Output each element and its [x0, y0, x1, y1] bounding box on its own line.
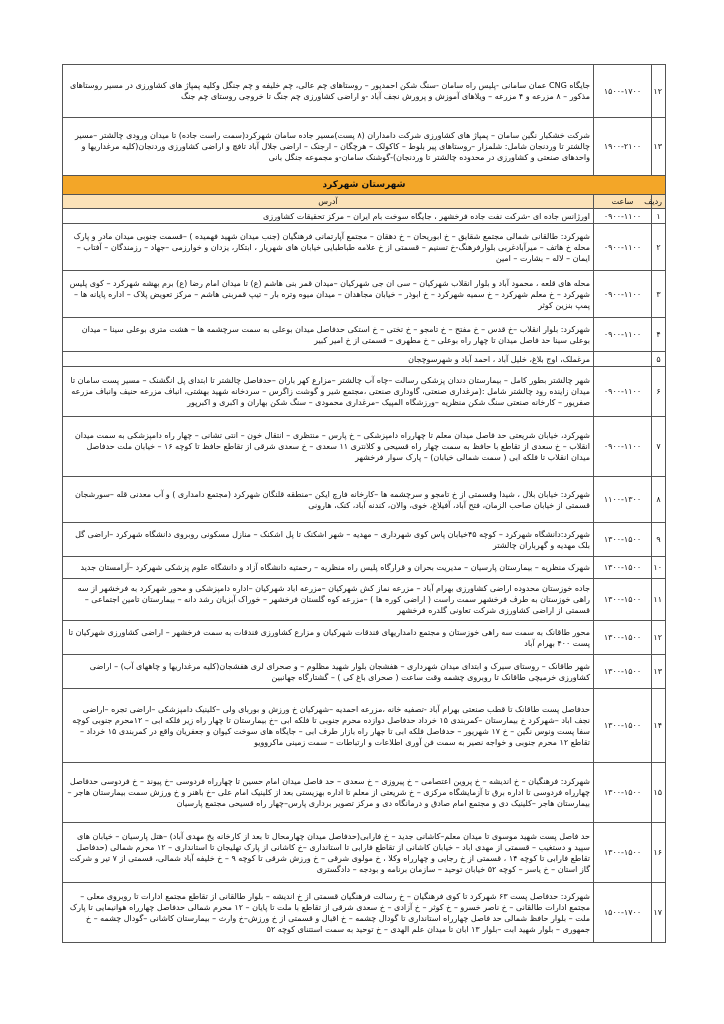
- row-number: ۱۲: [652, 621, 666, 655]
- address-cell: شهرک منظریه – بیمارستان پارسیان – مدیریت بحران و قرارگاه پلیس راه منظریه – رحمتیه دانشگاه آزاد و دانشگاه علوم پزشکی شهرکرد –آرامستان جدید: [63, 557, 594, 579]
- time-range: ۱۳۰۰-۱۵۰۰: [594, 655, 652, 689]
- address-cell: شهر چالشتر بطور کامل – بیمارستان دندان پزشکی رسالت –چاه آب چالشتر –مزارع کهر باران –حدفاصل چالشتر تا ابتدای پل انگشنک – مسیر پست سامان تا میدان زاینده رود چالشتر شامل :(مرغداری صنعتی، گاوداری صنعتی ،مجتمع شیر و گوشت زاگرس – سردخانه شهید بهشتی، انباف مزرعه حنیف وانباف مزرعه صفریور – کارخانه صنعتی سنگ شکن منظریه –ورزشگاه المپیک –مرغداری محمودی – سنگ شکن بهاران و اکبری و اکبرپور: [63, 367, 594, 417]
- time-range: ۱۳۰۰-۱۵۰۰: [594, 689, 652, 763]
- address-cell: جایگاه CNG عمان سامانی -پلیس راه سامان -سنگ شکن احمدپور – روستاهای چم عالی، چم خلیفه و چم جنگل وکلیه پمپاژ های کشاورزی در مسیر روستاهای مذکور – ۸ مزرعه و ۴ مزرعه – ویلاهای آموزش و پرورش نجف آباد -و اراضی کشاورزی چم جنگ تا خروجی روستای چم جنگ: [63, 65, 594, 118]
- address-cell: شهر طاقانک – روستای سیرک و ابتدای میدان شهرداری – هفشجان بلوار شهید مظلوم – و صحرای لری هفشجان(کلیه مرغداریها و چاههای آب) – اراضی کشاورزی خرمیچی طاقانک تا روبروی چشمه وقت ساعت ( صحرای باغ کی ) – گشتارگاه جهانبین: [63, 655, 594, 689]
- table-row: [63, 318, 666, 352]
- table-row: [63, 557, 666, 579]
- address-cell: شرکت خشکبار نگین سامان – پمپاژ های کشاورزی شرکت دامداران (۸ پست)مسیر جاده سامان شهرکرد(سمت راست جاده) تا میدان ورودی چالشتر –مسیر چالشتر تا وردنجان شامل: شلمزار –روستاهای پیر بلوط – کاکولک – هرچگان – ارجنک – اراضی جلال آباد تافچ و اراضی کشاورزی وردنجان(کلیه مرغداریها و واحدهای صنعتی و کشاورزی در محدوده چالشتر تا وردنجان)-گوشنک سامان-و مجموعه جنگل بانی: [63, 118, 594, 176]
- row-number: ۵: [652, 352, 666, 367]
- address-cell: محور طاقانک به سمت سه راهی خوزستان و مجتمع دامداریهای فندقات شهرکیان و مزارع کشاورزی فندقات به سمت فرخشهر – اراضی کشاورزی شهرکیان تا پست ۴۰۰ بهرام آباد: [63, 621, 594, 655]
- address-cell: اورژانس جاده ای -شرکت نفت جاده فرخشهر ، جایگاه سوخت بام ایران – مرکز تحقیقات کشاورزی: [63, 209, 594, 224]
- time-range: ۱۹۰۰-۲۱۰۰: [594, 118, 652, 176]
- table-row: [63, 523, 666, 557]
- row-number: ۶: [652, 367, 666, 417]
- time-range: ۱۳۰۰-۱۵۰۰: [594, 579, 652, 621]
- time-range: ۱۳۰۰-۱۵۰۰: [594, 557, 652, 579]
- row-number: ۱۳: [652, 118, 666, 176]
- time-range: ۱۵۰۰-۱۷۰۰: [594, 883, 652, 943]
- row-number: ۴: [652, 318, 666, 352]
- table-row: [63, 367, 666, 417]
- column-header-row-number: ردیف: [652, 195, 666, 209]
- table-row: [63, 65, 666, 118]
- row-number: ۱۲: [652, 65, 666, 118]
- address-cell: حد فاصل پست شهید موسوی تا میدان معلم–کاشانی جدید – خ فارابی(حدفاصل میدان چهارمحال تا بعد از کارخانه یخ مهدی آباد) –هتل پارسیان – خیابان های سپید و دستغیب – قسمتی از مهدی اباد – خیابان کاشانی از تقاطع فارابی تا استانداری –خ کاشانی از پارک تهلیجان تا استانداری – ۱۲ محرم شمالی (حدفاصل تقاطع فارابی تا کوچه ۱۴ ، قسمتی از خ رجایی و چهارراه وکلا ، خ مولوی شرقی – خ ورزش شرقی تا کوچه ۹ – خ خلیفه آباد شمالی، قسمتی از ۷ تیر و شرکت گاز استان – خ یاسر – کوچه ۵۲ خیابان توحید – سازمان برنامه و بودجه – دادگستری: [63, 823, 594, 883]
- table-row: [63, 579, 666, 621]
- row-number: ۹: [652, 523, 666, 557]
- address-cell: شهرکرد: حدفاصل پست ۶۳ شهرکرد تا کوی فرهنگیان – خ رسالت فرهنگیان قسمتی از خ اندیشه – بلوار طالقانی از تقاطع مجتمع ادارات تا روبروی معلی – مجتمع ادارات طالقانی – خ ناصر خسرو – خ کوثر – خ آزادی – خ سعدی شرقی از تقاطع با ملت تا پایان – ۱۲ محرم شمالی حدفاصل چهارراه هوانیمایی تا پارک ملت – بلوار حافظ شمالی حد فاصل چهارراه استانداری تا گودال چشمه – خ اقبال و قسمتی از خ ورزش–خ وارث – بیمارستان کاشانی –گودال چشمه – خ جمهوری – بلوار شهید ابت –بلوار ۱۳ ابان تا میدان علم الهدی – خ توحید به سمت استتنای کوچه ۵۲: [63, 883, 594, 943]
- table-row: [63, 118, 666, 176]
- blackout-schedule-table: [62, 64, 666, 943]
- section-header: [63, 176, 666, 195]
- time-range: ۰۹۰۰-۱۱۰۰: [594, 417, 652, 477]
- row-number: ۱: [652, 209, 666, 224]
- address-cell: محله های قلعه ، محمود آباد و بلوار انقلاب شهرکیان – سی ان جی شهرکیان –میدان قمر بنی هاشم (ع) تا میدان امام رضا (ع) برم بهشه شهرکرد – کوی پلیس شهرکرد – خ معلم شهرکرد – خ سمیه شهرکرد – خ ابوذر – خیابان مجاهدان – میدان میوه وتره بار – تیپ قمربنی هاشم – مرکز تعویض پلاک – اداره پایانه ها – پمپ بنزین کوثر: [63, 271, 594, 318]
- row-number: ۷: [652, 417, 666, 477]
- table-row: [63, 883, 666, 943]
- time-range: ۱۳۰۰-۱۵۰۰: [594, 763, 652, 823]
- address-cell: شهرکرد: خیابان بلال ، شیدا وقسمتی از خ تامجو و سرچشمه ها –کارخانه فارچ ایکن –منطقه قلنگان شهرکرد (مجتمع دامداری ) و آب معدنی قله –سورشجان قسمتی از خیابان صاحب الزمان، فتح آباد، آفیلاغ، خوی، والان، کندنه آباد، کنک، هارونی: [63, 477, 594, 523]
- time-range: ۱۳۰۰-۱۵۰۰: [594, 621, 652, 655]
- table-row: [63, 271, 666, 318]
- address-cell: جاده خوزستان محدوده اراضی کشاورزی بهرام آباد – مزرعه نماز کش شهرکیان –مزرعه اباد شهرکیان –اداره دامپزشکی و محور شهرکرد به فرخشهر از سه راهی خوزستان به طرف فرخشهر سمت راست ( اراضی کوره ها ) –مزرعه کوه گلستان فرخشهر – خوراک آبزیان رشد دانه – بیمارستان تامین اجتماعی – قسمتی از اراضی کشاورزی شرکت تعاونی گلدره فرخشهر: [63, 579, 594, 621]
- column-header-address: آدرس: [63, 195, 594, 209]
- time-range: ۰۹۰۰-۱۱۰۰: [594, 271, 652, 318]
- column-header-time: ساعت: [594, 195, 652, 209]
- table-row: [63, 823, 666, 883]
- table-row: [63, 621, 666, 655]
- row-number: ۱۴: [652, 689, 666, 763]
- time-range: ۱۳۰۰-۱۵۰۰: [594, 823, 652, 883]
- table-row: [63, 689, 666, 763]
- address-cell: شهرکرد:دانشگاه شهرکرد – کوچه ۴۵خیابان پاس کوی شهرداری – مهدیه – شهر اشکنک تا پل اشکنک – منازل مسکونی روبروی دانشگاه شهرکرد –اراضی گل بلک مهدیه و گهرباران چالشتر: [63, 523, 594, 557]
- time-range: ۰۹۰۰-۱۱۰۰: [594, 367, 652, 417]
- row-number: ۱۳: [652, 655, 666, 689]
- row-number: ۳: [652, 271, 666, 318]
- time-range: ۱۱۰۰-۱۳۰۰: [594, 477, 652, 523]
- time-range: ۰۹۰۰-۱۱۰۰: [594, 224, 652, 271]
- row-number: ۱۶: [652, 823, 666, 883]
- table-row: [63, 209, 666, 224]
- time-range: ۰۹۰۰-۱۱۰۰: [594, 209, 652, 224]
- time-range: ۱۵۰۰-۱۷۰۰: [594, 65, 652, 118]
- row-number: ۱۷: [652, 883, 666, 943]
- address-cell: شهرکرد: طالقانی شمالی مجتمع شقایق – خ ابوریحان – خ دهقان – مجتمع آپارتمانی فرهنگیان (جنب میدان شهید فهمیده ) –قسمت جنوبی میدان مادر و پارک محله خ هاتف – میرآبادغربی بلوارفرهنگ-خ تسنیم – قسمتی از خ علامه طباطبایی خیابان های شهریار ، ابتکار، یزدان و خوارزمی –جهاد – رزمندگان – آفتاب – ایمان – لاله – بشارت – امین: [63, 224, 594, 271]
- table-row: [63, 477, 666, 523]
- time-range: ۰۹۰۰-۱۱۰۰: [594, 318, 652, 352]
- row-number: ۱۰: [652, 557, 666, 579]
- row-number: ۲: [652, 224, 666, 271]
- address-cell: مرغملک، اوج بلاغ، خلیل آباد ، احمد آباد و شهرسوچجان: [63, 352, 594, 367]
- time-range: ۱۳۰۰-۱۵۰۰: [594, 523, 652, 557]
- address-cell: شهرکرد: فرهنگیان – خ اندیشه – خ پروین اعتصامی – خ پیروزی – خ سعدی – حد فاصل میدان امام حسین تا چهارراه فردوسی –خ پیوند – خ فردوسی حدفاصل چهارراه فردوسی تا اداره برق تا آزمایشگاه مرکزی – خ شریعتی از معلم تا اداره بهزیستی بعد از کلینیک امام علی –خ باهنر و خ ورزش سمت بیمارستان هاجر –بیمارستان هاجر –کلینیک دی و مجتمع امام صادق و درمانگاه دی و مرکز تصویر برداری پارس–چهار راه قسیحی مجتمع پارسیان: [63, 763, 594, 823]
- column-header-row: [63, 195, 666, 209]
- table-row: [63, 655, 666, 689]
- table-row: [63, 352, 666, 367]
- time-range: [594, 352, 652, 367]
- table-row: [63, 763, 666, 823]
- address-cell: شهرکرد، خیابان شریعتی حد فاصل میدان معلم تا چهارراه دامپزشکی – خ پارس – منتظری – انتقال خون – انتی تشانی – چهار راه دامپزشکی به سمت میدان انقلاب – خ سعدی از تقاطع با حافظ به سمت چهار راه قسیحی و کلانتری ۱۱ سعدی – خ سعدی شرقی از تقاطع حافظ تا کوچه ۱۶ – خیابان ملت حدفاصل میدان انقلاب تا فلکه ابی ( سمت شمالی خیابان) – پارک سوار فرخشهر: [63, 417, 594, 477]
- section-title: شهرستان شهرکرد: [63, 176, 666, 195]
- row-number: ۱۵: [652, 763, 666, 823]
- address-cell: شهرکرد: بلوار انقلاب –خ قدس – خ مفتح – خ تامجو – خ تختی – خ استکی حدفاصل میدان بوعلی به سمت سرچشمه ها – هشت متری بوعلی سینا – میدان بوعلی سینا حد فاصل میدان تا چهار راه بوعلی – خ مطهری – قسمتی از خ امیر کبیر: [63, 318, 594, 352]
- row-number: ۱۱: [652, 579, 666, 621]
- address-cell: حدفاصل پست طاقانک تا قطب صنعتی بهرام آباد -تصفیه خانه ،مزرعه احمدیه –شهرکیان خ ورزش و بوربای ولی –کلینیک دامپزشکی –اراضی تجره –اراضی نجف اباد –شهرکرد خ بیمارستان –کمربندی ۱۵ خرداد حدفاصل دوازده محرم جنوبی تا فلکه ابی –خ بیمارستان تا چهار راه زیر فلکه ابی – ۱۲محرم جنوبی کوچه سفا پست ونوس نگین – خ ۱۷ شهریور – حدفاصل فلکه ابی تا جهار راه بازار طرف ابی – جایگاه های سوخت کیوان و جعفریان واقع در کمربندی ۱۵ خرداد – تقاطع ۱۲ محرم جنوبی و خواجه نصیر به سمت فن آوری اطلاعات و ارتباطات – سمت زمینی ماکروویو: [63, 689, 594, 763]
- table-row: [63, 417, 666, 477]
- row-number: ۸: [652, 477, 666, 523]
- table-row: [63, 224, 666, 271]
